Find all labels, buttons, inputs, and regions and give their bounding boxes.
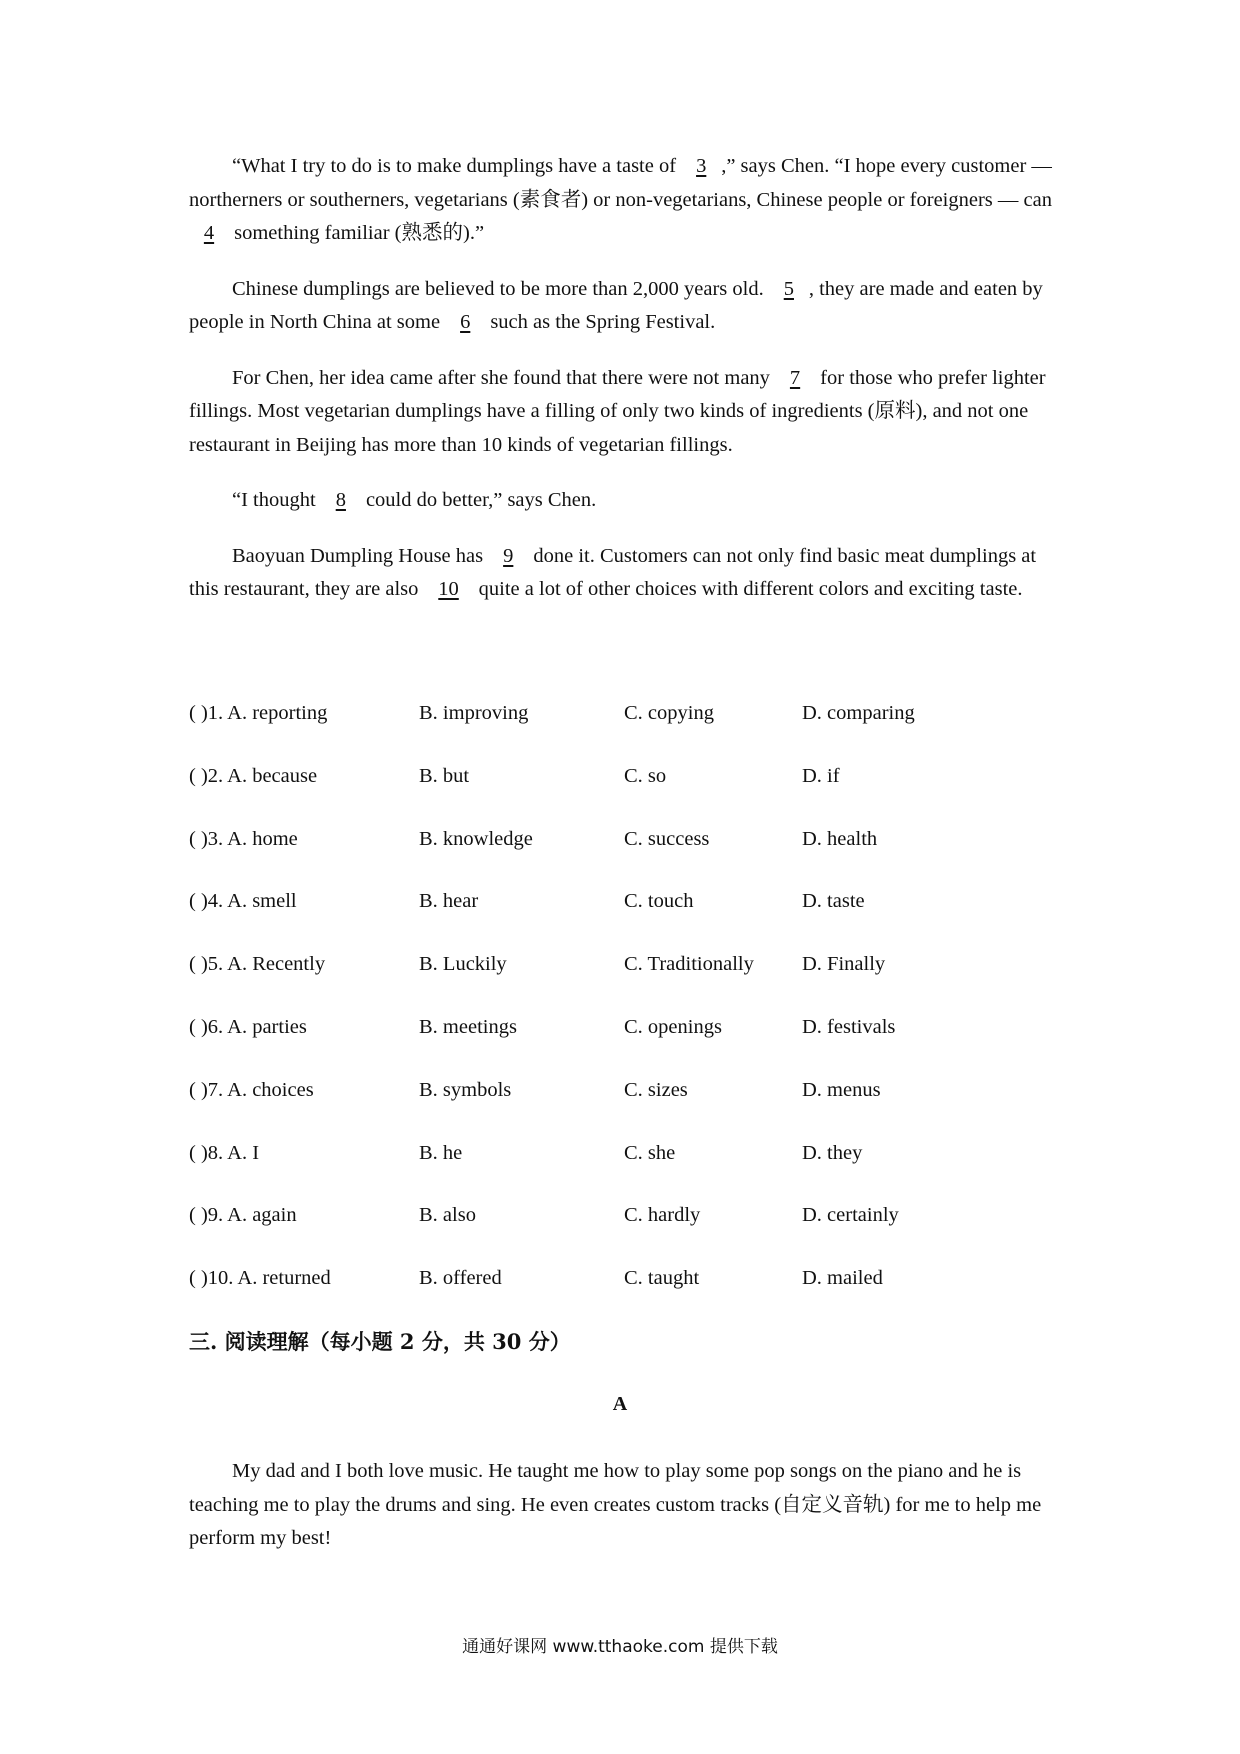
option-a: ( )4. A. smell [189, 890, 297, 913]
question-4-options [189, 890, 1059, 953]
blank-3: 3 [696, 155, 707, 177]
blank-10: 10 [438, 578, 459, 600]
option-a: ( )6. A. parties [189, 1015, 307, 1038]
paragraph-5: Baoyuan Dumpling House has 9 done it. Customers can not only find basic meat dumplings at this restaurant, they are also 10 quite a lot of other choices with different colors and exciting taste. [189, 540, 1059, 607]
question-6-options [189, 1016, 1059, 1079]
option-b: B. symbols [419, 1078, 512, 1101]
question-7-options [189, 1079, 1059, 1142]
blank-5: 5 [783, 277, 794, 300]
option-c: C. taught [624, 1267, 700, 1290]
option-d: D. mailed [802, 1267, 883, 1290]
option-c: C. Traditionally [624, 953, 754, 976]
option-b: B. improving [419, 702, 529, 724]
question-10-options [189, 1267, 1059, 1330]
option-b: B. offered [419, 1267, 502, 1290]
passage-a-paragraph: My dad and I both love music. He taught me how to play some pop songs on the piano and he is teaching me to play the drums and sing. He even creates custom tracks (自定义音轨) for me to help me perform my best! [189, 1460, 1042, 1549]
option-b: B. also [419, 1204, 476, 1227]
option-a: ( )7. A. choices [189, 1078, 314, 1101]
option-c: C. touch [624, 890, 694, 913]
option-b: B. knowledge [419, 827, 533, 850]
question-5-options [189, 953, 1059, 1016]
passage-letter: A [612, 1393, 628, 1415]
question-8-options [189, 1142, 1059, 1205]
option-c: C. she [624, 1141, 676, 1164]
question-9-options [189, 1204, 1059, 1267]
answer-options [189, 702, 1059, 1330]
option-b: B. he [419, 1141, 463, 1164]
blank-4: 4 [203, 222, 215, 244]
option-c: C. so [624, 764, 667, 787]
paragraph-1: “What I try to do is to make dumplings have a taste of 3 ,” says Chen. “I hope every customer — northerners or southerners, vegetarians (素食者) or non-vegetarians, Chinese people or foreigners — can 4 something familiar (熟悉的).” [189, 150, 1059, 251]
option-b: B. Luckily [419, 953, 507, 976]
blank-9: 9 [503, 544, 514, 567]
option-b: B. but [419, 764, 470, 787]
option-d: D. Finally [802, 953, 886, 976]
option-a: ( )10. A. returned [189, 1267, 331, 1290]
option-d: D. if [802, 764, 840, 787]
question-2-options [189, 765, 1059, 828]
option-a: ( )5. A. Recently [189, 953, 326, 976]
option-a: ( )9. A. again [189, 1204, 297, 1227]
option-b: B. meetings [419, 1015, 517, 1038]
cloze-passage [189, 150, 1059, 607]
option-d: D. menus [802, 1078, 881, 1101]
question-3-options [189, 828, 1059, 891]
option-a: ( )3. A. home [189, 827, 298, 850]
option-d: D. taste [802, 890, 865, 913]
question-1-options [189, 702, 1059, 765]
paragraph-3: For Chen, her idea came after she found that there were not many 7 for those who prefer lighter fillings. Most vegetarian dumplings have a filling of only two kinds of ingredients (原料), and not one restaurant in Beijing has more than 10 kinds of vegetarian fillings. [189, 362, 1059, 463]
footer-watermark: 通通好课网 www.tthaoke.com 提供下载 [462, 1637, 778, 1657]
option-c: C. success [624, 827, 710, 850]
option-d: D. comparing [802, 702, 915, 724]
option-a: ( )8. A. I [189, 1141, 260, 1164]
option-c: C. openings [624, 1015, 722, 1038]
option-d: D. certainly [802, 1204, 899, 1227]
option-c: C. sizes [624, 1078, 688, 1101]
blank-8: 8 [335, 489, 346, 511]
option-d: D. health [802, 827, 878, 850]
option-a: ( )1. A. reporting [189, 702, 328, 724]
option-c: C. copying [624, 702, 714, 724]
option-d: D. they [802, 1141, 863, 1164]
option-b: B. hear [419, 890, 479, 913]
paragraph-4: “I thought 8 could do better,” says Chen. [189, 484, 1059, 518]
option-a: ( )2. A. because [189, 764, 318, 787]
option-d: D. festivals [802, 1015, 896, 1038]
paragraph-2: Chinese dumplings are believed to be more than 2,000 years old. 5 , they are made and eaten by people in North China at some 6 such as the Spring Festival. [189, 273, 1059, 340]
option-c: C. hardly [624, 1204, 701, 1227]
blank-7: 7 [789, 366, 801, 389]
blank-6: 6 [460, 311, 471, 333]
section-heading: 三. 阅读理解（每小题 2 分，共 30 分） [189, 1329, 571, 1354]
